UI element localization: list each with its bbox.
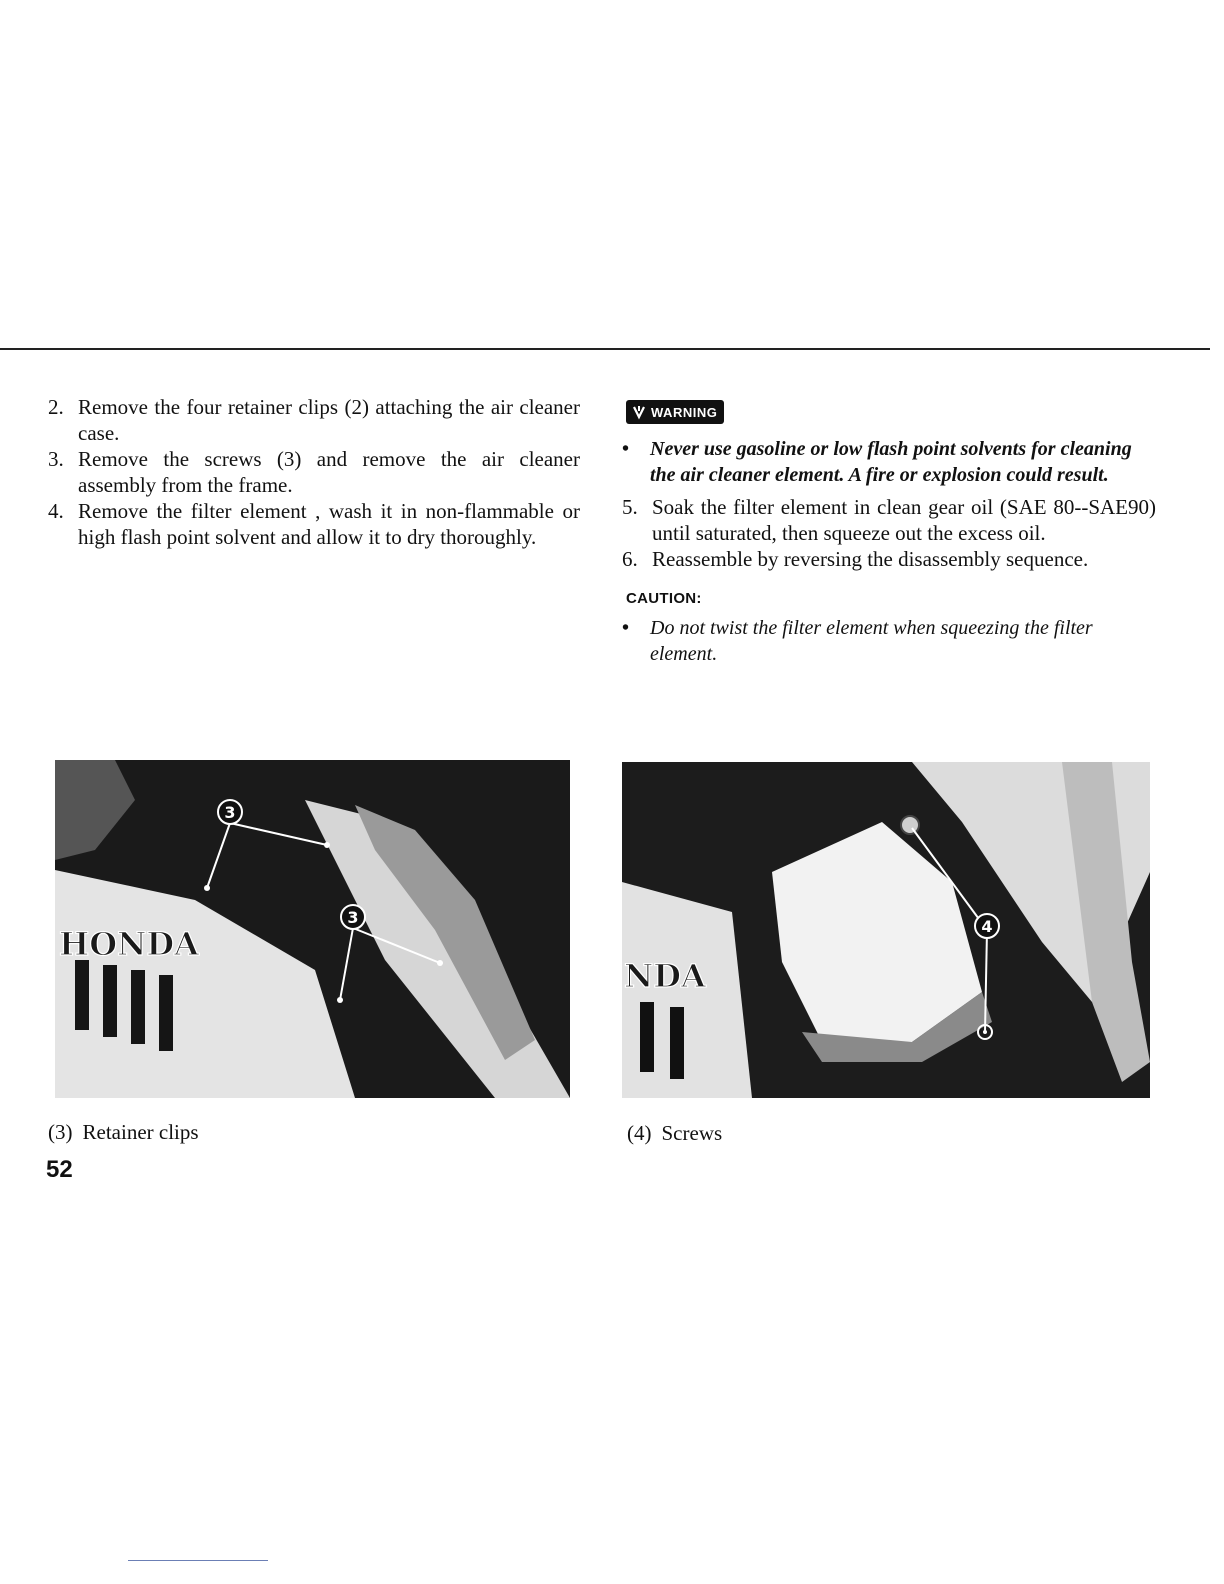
caption-screws: [627, 1121, 722, 1146]
step-number: 4.: [48, 499, 64, 523]
step-text: Soak the filter element in clean gear oil (SAE 80--SAE90) until saturated, then squeeze out the excess oil.: [652, 495, 1156, 545]
warning-item: [622, 436, 1156, 488]
callout-number: 4: [981, 917, 993, 936]
header-rule: [0, 348, 1210, 350]
caption-number: (4): [627, 1121, 652, 1145]
callout-number: 3: [347, 908, 359, 927]
caption-text: Retainer clips: [82, 1120, 199, 1144]
step-number: 6.: [622, 547, 638, 571]
step-6: [622, 546, 1156, 572]
step-number: 5.: [622, 495, 638, 519]
logo-text: NDA: [624, 957, 706, 995]
step-number: 2.: [48, 395, 64, 419]
warning-label: WARNING: [651, 404, 718, 420]
step-3: [48, 446, 580, 498]
caption-retainer-clips: [48, 1120, 199, 1145]
caption-number: (3): [48, 1120, 73, 1144]
step-4: [48, 498, 580, 550]
logo-text: HONDA: [59, 925, 199, 963]
caution-item: [622, 615, 1156, 667]
step-number: 3.: [48, 447, 64, 471]
bullet-mark: •: [622, 438, 630, 460]
step-5: [622, 494, 1156, 546]
caution-label: CAUTION:: [626, 590, 702, 607]
step-2: [48, 394, 580, 446]
step-text: Remove the four retainer clips (2) attaching the air cleaner case.: [78, 395, 580, 445]
caution-text: Do not twist the filter element when squeezing the filter element.: [650, 617, 1093, 665]
warning-badge: [626, 400, 724, 424]
photo-illustration: [55, 760, 570, 1098]
warning-text: Never use gasoline or low flash point solvents for cleaning the air cleaner element. A fire or explosion could result.: [650, 438, 1132, 486]
step-text: Remove the filter element , wash it in non-flammable or high flash point solvent and allow it to dry thoroughly.: [78, 499, 580, 549]
retainer-clips-photo: [55, 760, 570, 1098]
callout-number: 3: [224, 803, 236, 822]
caption-text: Screws: [661, 1121, 723, 1145]
page-number: 52: [46, 1156, 73, 1183]
bullet-mark: •: [622, 617, 630, 639]
footer-rule: [128, 1560, 268, 1561]
hazard-icon: [631, 404, 647, 420]
right-column: [622, 396, 1156, 667]
step-text: Reassemble by reversing the disassembly sequence.: [652, 547, 1089, 571]
screws-photo: [622, 762, 1150, 1098]
photo-illustration: [622, 762, 1150, 1098]
left-column: [48, 394, 580, 550]
step-text: Remove the screws (3) and remove the air cleaner assembly from the frame.: [78, 447, 580, 497]
